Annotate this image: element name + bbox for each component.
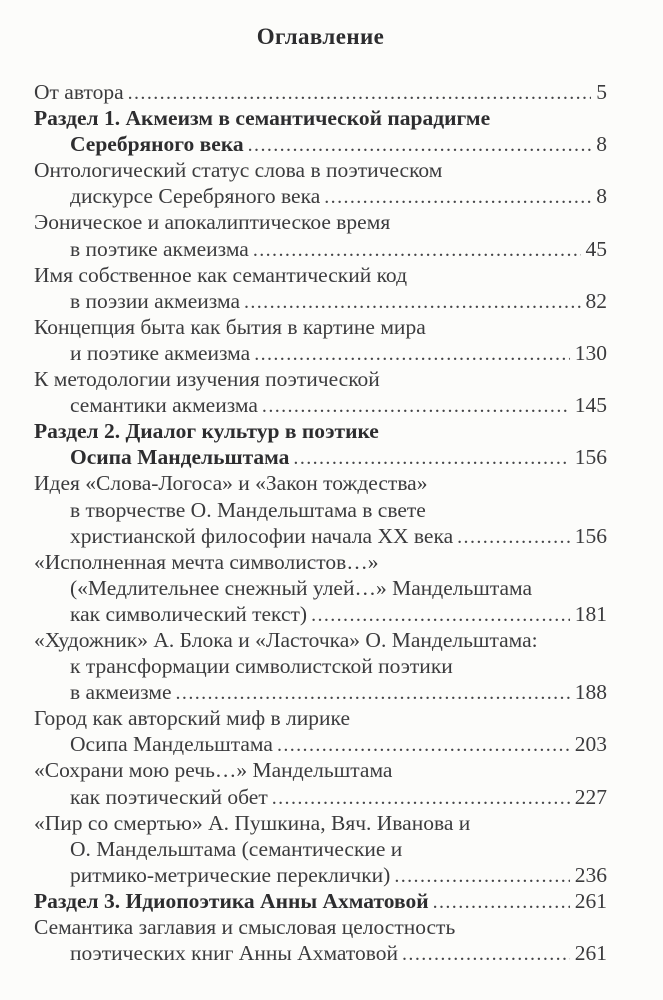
toc-line: [34, 679, 607, 705]
dot-leader: [394, 862, 569, 889]
toc-entry-text: ритмико-метрические переклички): [70, 862, 391, 887]
toc-line: [34, 340, 607, 366]
toc-line: [34, 523, 607, 549]
toc-entry-text: Онтологический статус слова в поэтическом: [34, 158, 443, 183]
toc-entry-text: как символический текст): [70, 601, 308, 626]
toc-line: [34, 862, 607, 888]
toc-entry-text: «Пир со смертью» А. Пушкина, Вяч. Иванова и: [34, 810, 471, 835]
toc-line: [34, 157, 607, 183]
page-number: 156: [574, 523, 607, 548]
page-number: 203: [574, 732, 607, 757]
toc-entry-text: Серебряного века: [70, 132, 244, 157]
toc-line: [34, 105, 607, 131]
toc-entry-text: Раздел 2. Диалог культур в поэтике: [34, 419, 379, 444]
toc-entry-text: Раздел 3. Идиопоэтика Анны Ахматовой: [34, 888, 429, 913]
dot-leader: [293, 444, 569, 471]
toc-line: [34, 209, 607, 235]
toc-line: [34, 627, 607, 653]
toc-entry-text: поэтических книг Анны Ахматовой: [70, 941, 399, 966]
toc-line: [34, 757, 607, 783]
dot-leader: [262, 392, 570, 419]
page-number: 45: [585, 236, 607, 261]
dot-leader: [402, 940, 570, 967]
page-number: 261: [574, 888, 607, 913]
toc-line: [34, 810, 607, 836]
toc-entry-text: Осипа Мандельштама: [70, 732, 273, 757]
page-number: 188: [574, 680, 607, 705]
toc-entry-text: «Исполненная мечта символистов…»: [34, 549, 379, 574]
toc-line: [34, 288, 607, 314]
toc-entry-text: («Медлительнее снежный улей…» Мандельштама: [70, 575, 533, 600]
toc-entry-text: в акмеизме: [70, 680, 172, 705]
toc-entry-text: «Художник» А. Блока и «Ласточка» О. Мандельштама:: [34, 627, 538, 652]
dot-leader: [248, 131, 592, 158]
toc-entry-text: Концепция быта как бытия в картине мира: [34, 314, 426, 339]
dot-leader: [311, 601, 570, 628]
toc-entry-text: Семантика заглавия и смысловая целостность: [34, 915, 456, 939]
toc-line: [34, 418, 607, 444]
dot-leader: [244, 288, 581, 315]
toc-line: [34, 575, 607, 601]
toc-line: [34, 131, 607, 157]
toc-line: [34, 79, 607, 105]
dot-leader: [128, 79, 592, 106]
page-number: 261: [574, 941, 607, 966]
toc-line: [34, 653, 607, 679]
toc-line: [34, 314, 607, 340]
dot-leader: [433, 888, 570, 915]
toc-line: [34, 705, 607, 731]
dot-leader: [457, 523, 570, 550]
toc-entry-text: О. Мандельштама (семантические и: [70, 836, 403, 861]
toc-entry-text: От автора: [34, 80, 124, 104]
page-number: 227: [574, 784, 607, 809]
dot-leader: [324, 183, 591, 210]
toc-entry-text: Раздел 1. Акмеизм в семантической парадигме: [34, 106, 491, 131]
page-number: 130: [574, 340, 607, 365]
toc-line: [34, 914, 607, 940]
page-number: 5: [596, 80, 607, 104]
page-number: 181: [574, 601, 607, 626]
dot-leader: [277, 731, 570, 758]
page-number: 82: [585, 288, 607, 313]
dot-leader: [254, 340, 570, 367]
toc-entry-text: Имя собственное как семантический код: [34, 262, 408, 287]
toc-line: [34, 366, 607, 392]
dot-leader: [176, 679, 570, 706]
toc-entry-text: «Сохрани мою речь…» Мандельштама: [34, 758, 393, 783]
toc-entry-text: Эоническое и апокалиптическое время: [34, 210, 391, 235]
toc-line: [34, 940, 607, 966]
toc-entry-text: в творчестве О. Мандельштама в свете: [70, 497, 426, 522]
page-number: 156: [574, 445, 607, 470]
toc-entry-text: Осипа Мандельштама: [70, 445, 290, 470]
toc-line: [34, 549, 607, 575]
toc-line: [34, 888, 607, 914]
toc-entry-text: в поэтике акмеизма: [70, 236, 249, 261]
toc-entry-text: к трансформации символистской поэтики: [70, 654, 453, 679]
toc-entry-text: и поэтике акмеизма: [70, 340, 251, 365]
toc-entry-text: К методологии изучения поэтической: [34, 367, 380, 392]
toc-line: [34, 601, 607, 627]
toc-line: [34, 262, 607, 288]
toc-line: [34, 836, 607, 862]
toc-line: [34, 784, 607, 810]
page-number: 8: [596, 132, 607, 157]
page-number: 8: [596, 184, 607, 209]
toc-entry-text: Город как авторский миф в лирике: [34, 706, 351, 731]
toc-entry-text: дискурсе Серебряного века: [70, 184, 321, 209]
page-title: Оглавление: [256, 24, 385, 49]
toc-entry-text: как поэтический обет: [70, 784, 268, 809]
page-number: 236: [574, 862, 607, 887]
dot-leader: [272, 784, 570, 811]
toc-line: [34, 392, 607, 418]
toc-entry-text: Идея «Слова-Логоса» и «Закон тождества»: [34, 471, 428, 496]
toc-line: [34, 183, 607, 209]
toc-line: [34, 236, 607, 262]
page-number: 145: [574, 393, 607, 418]
toc-line: [34, 731, 607, 757]
toc-entry-text: в поэзии акмеизма: [70, 288, 240, 313]
toc-line: [34, 497, 607, 523]
toc-line: [34, 444, 607, 470]
toc-line: [34, 470, 607, 496]
toc-entry-text: христианской философии начала XX века: [70, 523, 454, 548]
dot-leader: [253, 236, 581, 263]
toc-list: [34, 79, 607, 966]
toc-entry-text: семантики акмеизма: [70, 393, 258, 418]
